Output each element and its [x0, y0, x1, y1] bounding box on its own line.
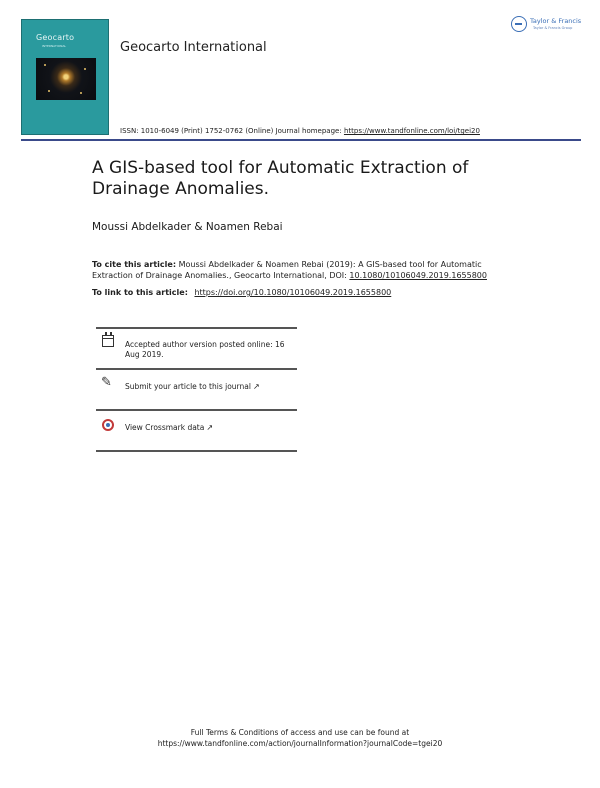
- citation-block: [92, 259, 512, 281]
- info-box-divider-bottom: [96, 450, 297, 452]
- publisher-logo[interactable]: [511, 15, 581, 37]
- accepted-version-row: [96, 329, 297, 368]
- footer-terms-text: Full Terms & Conditions of access and use can be found at: [190, 728, 410, 737]
- article-link-line: [92, 288, 391, 297]
- cover-star: [84, 68, 86, 70]
- submit-article-text: Submit your article to this journal: [125, 382, 251, 391]
- cover-galaxy-image: [36, 58, 96, 100]
- external-link-icon: ↗: [252, 382, 260, 391]
- cover-title: Geocarto: [36, 33, 75, 42]
- footer-terms-link[interactable]: https://www.tandfonline.com/action/journalInformation?journalCode=tgei20: [157, 739, 443, 748]
- article-authors: Moussi Abdelkader & Noamen Rebai: [92, 221, 283, 233]
- crossmark-link[interactable]: [125, 423, 295, 433]
- publisher-logo-text: Taylor & Francis: [530, 17, 582, 25]
- header-divider: [21, 139, 581, 141]
- cover-star: [80, 92, 82, 94]
- calendar-icon: [102, 335, 114, 347]
- cite-label: To cite this article:: [92, 260, 177, 269]
- cover-star: [44, 64, 46, 66]
- edit-icon: ✎: [101, 375, 112, 390]
- external-link-icon: ↗: [206, 423, 214, 432]
- cover-subtitle: INTERNATIONAL: [42, 44, 67, 48]
- publisher-logo-subtext: Taylor & Francis Group: [533, 26, 573, 30]
- crossmark-row[interactable]: [96, 411, 297, 450]
- article-title: A GIS-based tool for Automatic Extraction of Drainage Anomalies.: [92, 158, 469, 199]
- journal-homepage-link[interactable]: https://www.tandfonline.com/loi/tgei20: [343, 127, 480, 135]
- journal-name[interactable]: Geocarto International: [120, 40, 267, 55]
- journal-cover: [21, 19, 109, 135]
- footer: [0, 727, 600, 749]
- submit-article-row[interactable]: [96, 370, 297, 409]
- link-label: To link to this article:: [92, 288, 188, 297]
- publisher-logo-icon: [511, 16, 527, 32]
- cover-star: [48, 90, 50, 92]
- accepted-version-text: Accepted author version posted online: 16 Aug 2019.: [125, 340, 285, 359]
- issn-text: ISSN: 1010-6049 (Print) 1752-0762 (Online) Journal homepage:: [120, 127, 342, 135]
- article-doi-url[interactable]: https://doi.org/10.1080/10106049.2019.1655800: [194, 288, 392, 297]
- issn-line: [120, 127, 480, 135]
- crossmark-icon: [102, 419, 114, 431]
- doi-link[interactable]: 10.1080/10106049.2019.1655800: [349, 271, 487, 280]
- submit-article-link[interactable]: [125, 382, 295, 392]
- cite-text: Moussi Abdelkader & Noamen Rebai (2019): A GIS-based tool for Automatic Extraction of Drainage Anomalies., Geocarto International, DOI:: [92, 260, 482, 280]
- crossmark-text: View Crossmark data: [125, 423, 205, 432]
